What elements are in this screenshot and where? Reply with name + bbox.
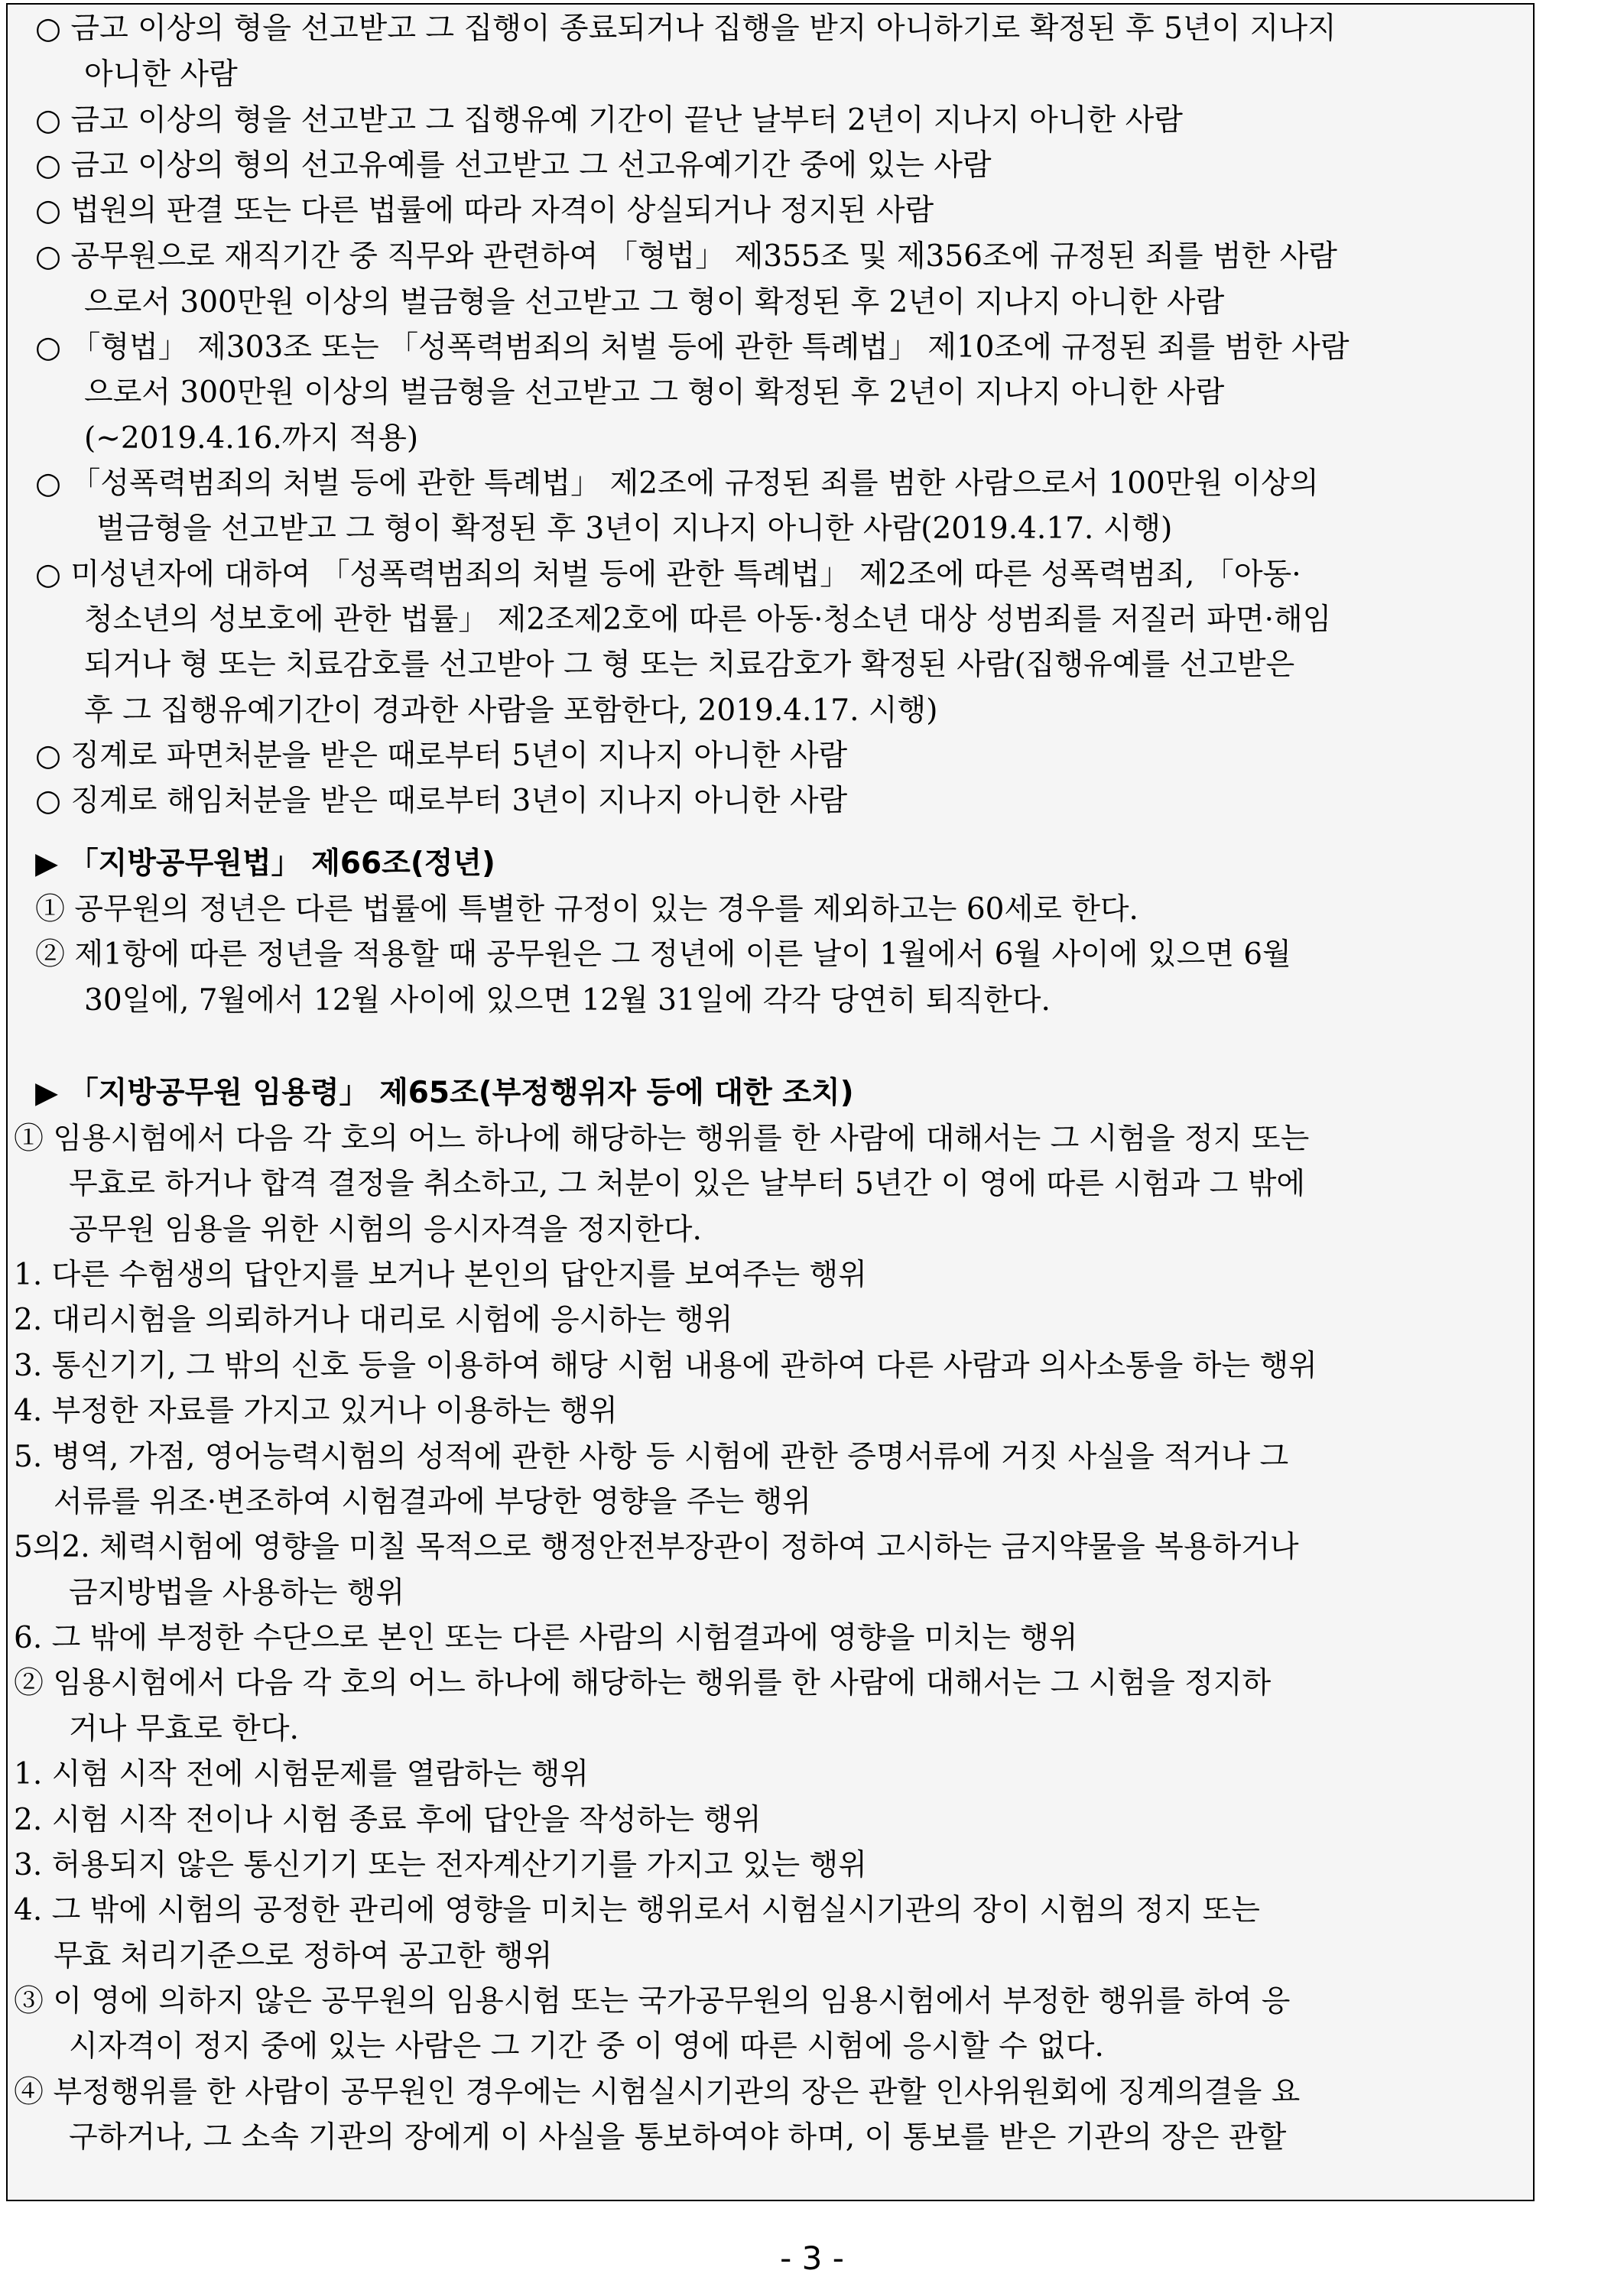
- text-line: ○ 징계로 해임처분을 받은 때로부터 3년이 지나지 아니한 사람: [35, 784, 848, 818]
- text-line: ④ 부정행위를 한 사람이 공무원인 경우에는 시험실시기관의 장은 관할 인사위원회에 징계의결을 요: [14, 2075, 1301, 2109]
- text-line: 6. 그 밖에 부정한 수단으로 본인 또는 다른 사람의 시험결과에 영향을 미치는 행위: [14, 1621, 1078, 1655]
- text-line: 공무원 임용을 위한 시험의 응시자격을 정지한다.: [69, 1213, 702, 1247]
- text-line: ○ 「성폭력범죄의 처벌 등에 관한 특례법」 제2조에 규정된 죄를 범한 사람으로서 100만원 이상의: [35, 466, 1319, 501]
- text-line: 구하거나, 그 소속 기관의 장에게 이 사실을 통보하여야 하며, 이 통보를 받은 기관의 장은 관할: [69, 2120, 1287, 2155]
- page-number: - 3 -: [780, 2239, 844, 2277]
- text-line: 무효로 하거나 합격 결정을 취소하고, 그 처분이 있은 날부터 5년간 이 영에 따른 시험과 그 밖에: [69, 1167, 1306, 1201]
- text-line: 으로서 300만원 이상의 벌금형을 선고받고 그 형이 확정된 후 2년이 지나지 아니한 사람: [84, 375, 1225, 410]
- text-line: ○ 공무원으로 재직기간 중 직무와 관련하여 「형법」 제355조 및 제356조에 규정된 죄를 범한 사람: [35, 239, 1337, 274]
- text-line: ○ 징계로 파면처분을 받은 때로부터 5년이 지나지 아니한 사람: [35, 739, 848, 773]
- text-line: ○ 금고 이상의 형의 선고유예를 선고받고 그 선고유예기간 중에 있는 사람: [35, 148, 992, 183]
- text-line: ① 공무원의 정년은 다른 법률에 특별한 규정이 있는 경우를 제외하고는 60세로 한다.: [35, 892, 1138, 927]
- text-line: 30일에, 7월에서 12월 사이에 있으면 12월 31일에 각각 당연히 퇴직한다.: [84, 983, 1051, 1018]
- document-content-box: [6, 3, 1535, 2201]
- text-line: 벌금형을 선고받고 그 형이 확정된 후 3년이 지나지 아니한 사람(2019.4.17. 시행): [96, 512, 1173, 546]
- text-line: ② 임용시험에서 다음 각 호의 어느 하나에 해당하는 행위를 한 사람에 대해서는 그 시험을 정지하: [14, 1666, 1272, 1700]
- text-line: 거나 무효로 한다.: [69, 1712, 299, 1746]
- text-line: ○ 금고 이상의 형을 선고받고 그 집행유예 기간이 끝난 날부터 2년이 지나지 아니한 사람: [35, 103, 1183, 138]
- text-line: 무효 처리기준으로 정하여 공고한 행위: [54, 1939, 553, 1973]
- text-line: ○ 법원의 판결 또는 다른 법률에 따라 자격이 상실되거나 정지된 사람: [35, 193, 934, 228]
- text-line: 청소년의 성보호에 관한 법률」 제2조제2호에 따른 아동·청소년 대상 성범죄를 저질러 파면·해임: [84, 602, 1332, 637]
- text-line: 3. 통신기기, 그 밖의 신호 등을 이용하여 해당 시험 내용에 관하여 다른 사람과 의사소통을 하는 행위: [14, 1349, 1317, 1383]
- section-heading: ▶ 「지방공무원법」 제66조(정년): [35, 846, 495, 881]
- text-line: ② 제1항에 따른 정년을 적용할 때 공무원은 그 정년에 이른 날이 1월에서 6월 사이에 있으면 6월: [35, 937, 1291, 972]
- text-line: 3. 허용되지 않은 통신기기 또는 전자계산기기를 가지고 있는 행위: [14, 1848, 867, 1882]
- text-line: 2. 시험 시작 전이나 시험 종료 후에 답안을 작성하는 행위: [14, 1803, 762, 1837]
- text-line: 시자격이 정지 중에 있는 사람은 그 기간 중 이 영에 따른 시험에 응시할 수 없다.: [69, 2029, 1104, 2064]
- text-line: ○ 금고 이상의 형을 선고받고 그 집행이 종료되거나 집행을 받지 아니하기로 확정된 후 5년이 지나지: [35, 11, 1337, 46]
- text-line: 1. 다른 수험생의 답안지를 보거나 본인의 답안지를 보여주는 행위: [14, 1258, 867, 1292]
- text-line: 2. 대리시험을 의뢰하거나 대리로 시험에 응시하는 행위: [14, 1303, 733, 1337]
- text-line: 4. 그 밖에 시험의 공정한 관리에 영향을 미치는 행위로서 시험실시기관의 장이 시험의 정지 또는: [14, 1893, 1260, 1928]
- text-line: 되거나 형 또는 치료감호를 선고받아 그 형 또는 치료감호가 확정된 사람(집행유예를 선고받은: [84, 648, 1295, 682]
- text-line: 으로서 300만원 이상의 벌금형을 선고받고 그 형이 확정된 후 2년이 지나지 아니한 사람: [84, 285, 1225, 320]
- text-line: ○ 미성년자에 대하여 「성폭력범죄의 처벌 등에 관한 특례법」 제2조에 따른 성폭력범죄, 「아동·: [35, 557, 1301, 592]
- text-line: ○ 「형법」 제303조 또는 「성폭력범죄의 처벌 등에 관한 특례법」 제10조에 규정된 죄를 범한 사람: [35, 330, 1350, 365]
- text-line: 후 그 집행유예기간이 경과한 사람을 포함한다, 2019.4.17. 시행): [84, 693, 938, 728]
- text-line: ① 임용시험에서 다음 각 호의 어느 하나에 해당하는 행위를 한 사람에 대해서는 그 시험을 정지 또는: [14, 1122, 1310, 1156]
- section-heading: ▶ 「지방공무원 임용령」 제65조(부정행위자 등에 대한 조치): [35, 1076, 854, 1110]
- text-line: 1. 시험 시작 전에 시험문제를 열람하는 행위: [14, 1757, 590, 1791]
- text-line: 아니한 사람: [84, 57, 238, 92]
- text-line: 금지방법을 사용하는 행위: [69, 1576, 405, 1610]
- text-line: (~2019.4.16.까지 적용): [84, 421, 419, 456]
- text-line: ③ 이 영에 의하지 않은 공무원의 임용시험 또는 국가공무원의 임용시험에서 부정한 행위를 하여 응: [14, 1984, 1291, 2019]
- text-line: 5의2. 체력시험에 영향을 미칠 목적으로 행정안전부장관이 정하여 고시하는 금지약물을 복용하거나: [14, 1530, 1299, 1564]
- text-line: 서류를 위조·변조하여 시험결과에 부당한 영향을 주는 행위: [54, 1485, 811, 1519]
- text-line: 5. 병역, 가점, 영어능력시험의 성적에 관한 사항 등 시험에 관한 증명서류에 거짓 사실을 적거나 그: [14, 1440, 1289, 1474]
- text-line: 4. 부정한 자료를 가지고 있거나 이용하는 행위: [14, 1394, 618, 1428]
